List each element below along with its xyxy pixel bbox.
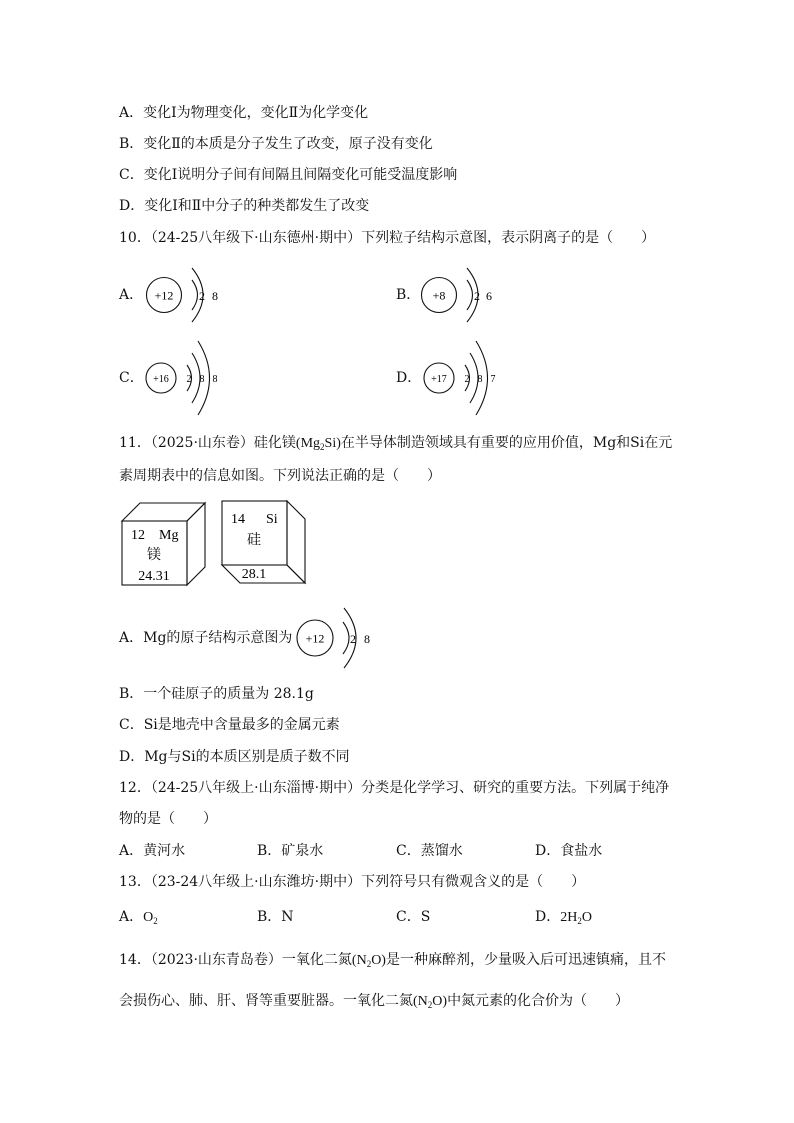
q10-a-atom-diagram [143,260,253,334]
shell-electrons: 6 [486,289,492,303]
q12-stem-line2: 物的是（ ） [119,811,217,827]
formula-n2o: $(N_2O)$ [413,994,448,1010]
element-tile-mg [119,500,209,592]
atomic-number: 14 [231,512,245,527]
q10-d-label: D． [396,370,422,386]
q10-c-label: C． [119,370,144,386]
shell-electrons: 8 [477,374,483,385]
atomic-mass: 24.31 [138,569,170,584]
q11-a-atom-diagram [294,603,384,677]
q9-option-c: C．变化Ⅰ说明分子间有间隔且间隔变化可能受温度影响 [119,167,458,183]
q9-option-b: B．变化Ⅱ的本质是分子发生了改变，原子没有变化 [119,136,433,152]
q12-stem-line1: 12．（24-25八年级上·山东淄博·期中）分类是化学学习、研究的重要方法。下列属于纯净 [119,780,670,796]
shell-electrons: 2 [199,289,205,303]
atomic-mass: 28.1 [241,567,267,582]
formula-n2o: $(N_2O)$ [351,953,386,969]
element-symbol: Si [266,512,278,527]
q10-stem: 10．（24-25八年级下·山东德州·期中）下列粒子结构示意图，表示阴离子的是（ ） [119,230,656,246]
shell-electrons: 8 [212,374,218,385]
q11-option-a-text: A．Mg的原子结构示意图为 [119,630,293,646]
q12-option-d: D．食盐水 [535,843,603,859]
q13-stem: 13．（23-24八年级上·山东潍坊·期中）下列符号只有微观含义的是（ ） [119,874,586,890]
atomic-number: 12 [131,528,145,543]
q12-option-c: C．蒸馏水 [396,843,463,859]
electron-shell-arc [467,280,473,310]
element-name: 硅 [247,533,261,548]
nucleus-charge: +12 [154,288,174,303]
shell-electrons: 2 [186,374,192,385]
formula-o2: $O_2$ [143,910,158,926]
q13-option-a: A．$O_2$ [119,909,158,926]
element-symbol: Mg [159,528,179,543]
nucleus-charge: +12 [305,631,325,646]
q10-a-label: A． [119,287,144,303]
nucleus-charge: +8 [432,288,446,303]
formula-2h2o: $2H_2O$ [560,910,592,926]
element-tile-si [219,498,309,590]
shell-electrons: 2 [474,289,480,303]
shell-electrons: 2 [464,374,470,385]
q13-option-b: B．N [257,909,294,925]
nucleus-charge: +17 [431,374,447,385]
shell-electrons: 8 [212,289,218,303]
q14-stem-line1: 14．（2023·山东青岛卷）一氧化二氮$(N_2O)$是一种麻醉剂，少量吸入后可迅速镇痛，且不 [119,952,666,969]
q11-option-c: C．Si是地壳中含量最多的金属元素 [119,717,340,733]
q13-option-c: C．S [396,909,431,925]
electron-shell-arc [343,622,349,654]
nucleus-charge: +16 [153,374,169,385]
q10-b-atom-diagram [419,260,529,334]
q11-option-d: D．Mg与Si的本质区别是质子数不同 [119,749,350,765]
q9-option-d: D．变化Ⅰ和Ⅱ中分子的种类都发生了改变 [119,198,370,214]
q10-c-atom-diagram [141,338,251,422]
electron-shell-arc [192,280,198,310]
q9-option-a: A．变化Ⅰ为物理变化，变化Ⅱ为化学变化 [119,105,369,121]
q11-stem-text: 在半导体制造领域具有重要的应用价值，Mg和Si在元 [340,435,673,451]
q10-d-atom-diagram [419,338,529,422]
q10-b-label: B． [396,287,421,303]
q11-stem-line1 [119,433,672,457]
shell-electrons: 8 [364,632,370,646]
element-name: 镁 [147,548,161,563]
shell-electrons: 2 [350,632,356,646]
q12-option-a: A．黄河水 [119,843,186,859]
formula-mg2si: $(Mg_2Si)$ [295,436,341,452]
q11-stem-line2: 素周期表中的信息如图。下列说法正确的是（ ） [119,468,441,484]
q13-option-d: D．$2H_2O$ [535,909,592,926]
shell-electrons: 8 [199,374,205,385]
q11-stem-text: 11．（2025·山东卷）硅化镁 [119,435,296,451]
q11-option-b: B．一个硅原子的质量为 28.1g [119,686,314,702]
q12-option-b: B．矿泉水 [257,843,324,859]
q14-stem-line2: 会损伤心、肺、肝、肾等重要脏器。一氧化二氮$(N_2O)$中氮元素的化合价为（ ） [119,993,630,1010]
shell-electrons: 7 [490,374,496,385]
